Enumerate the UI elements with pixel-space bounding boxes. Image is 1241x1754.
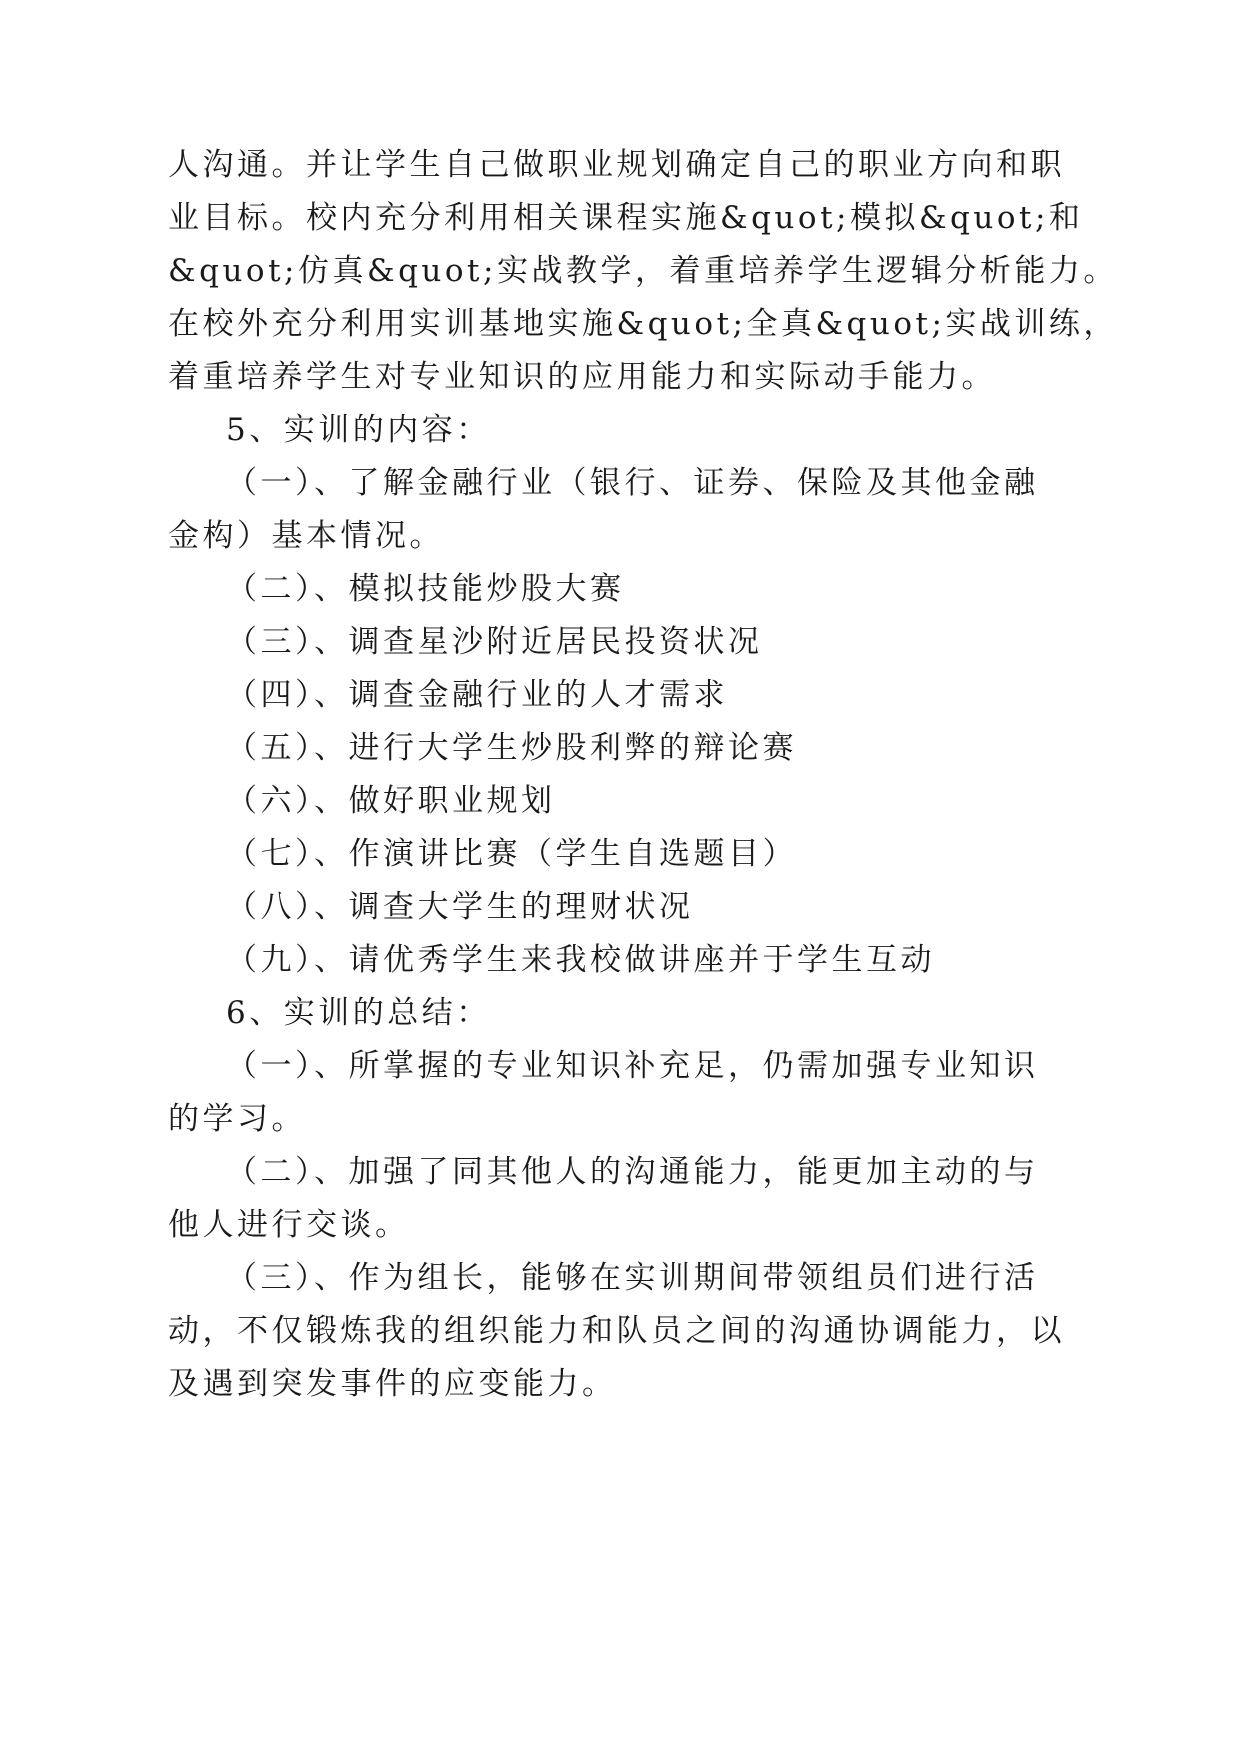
heading-text: 5、实训的内容： xyxy=(226,412,491,448)
list-item-text: 的学习。 xyxy=(168,1101,306,1137)
list-item-text: 金构）基本情况。 xyxy=(168,518,444,554)
list-item-text: （三）、调查星沙附近居民投资状况 xyxy=(226,624,763,660)
list-item-text: （二）、模拟技能炒股大赛 xyxy=(226,571,625,607)
list-item-text: （一）、了解金融行业（银行、证券、保险及其他金融 xyxy=(226,465,1039,501)
list-item-text: （三）、作为组长，能够在实训期间带领组员们进行活 xyxy=(226,1260,1039,1296)
list-item-text: （九）、请优秀学生来我校做讲座并于学生互动 xyxy=(226,942,935,978)
list-item-continuation xyxy=(0,1203,1241,1247)
list-item-text: （六）、做好职业规划 xyxy=(226,783,556,819)
list-item-text: 动，不仅锻炼我的组织能力和队员之间的沟通协调能力，以 xyxy=(168,1313,1065,1349)
list-item xyxy=(0,1044,1241,1088)
line-text: 在校外充分利用实训基地实施&quot;全真&quot;实战训练， xyxy=(168,306,1118,342)
list-item-text: （八）、调查大学生的理财状况 xyxy=(226,889,694,925)
list-item xyxy=(0,567,1241,611)
paragraph-line xyxy=(0,249,1241,293)
list-item-continuation xyxy=(0,1309,1241,1353)
section-heading xyxy=(0,991,1241,1035)
list-item xyxy=(0,673,1241,717)
list-item-continuation xyxy=(0,1362,1241,1406)
line-text: 业目标。校内充分利用相关课程实施&quot;模拟&quot;和 xyxy=(168,200,1084,236)
list-item xyxy=(0,1256,1241,1300)
list-item xyxy=(0,832,1241,876)
list-item xyxy=(0,461,1241,505)
list-item-text: （五）、进行大学生炒股利弊的辩论赛 xyxy=(226,730,797,766)
list-item-continuation xyxy=(0,514,1241,558)
list-item-text: 及遇到突发事件的应变能力。 xyxy=(168,1366,617,1402)
paragraph-line xyxy=(0,143,1241,187)
list-item-text: 他人进行交谈。 xyxy=(168,1207,410,1243)
paragraph-line xyxy=(0,302,1241,346)
line-text: &quot;仿真&quot;实战教学，着重培养学生逻辑分析能力。 xyxy=(168,253,1118,289)
heading-text: 6、实训的总结： xyxy=(226,995,491,1031)
list-item-text: （一）、所掌握的专业知识补充足，仍需加强专业知识 xyxy=(226,1048,1039,1084)
list-item xyxy=(0,620,1241,664)
paragraph-line xyxy=(0,196,1241,240)
list-item xyxy=(0,938,1241,982)
list-item xyxy=(0,885,1241,929)
list-item-text: （七）、作演讲比赛（学生自选题目） xyxy=(226,836,797,872)
line-text: 人沟通。并让学生自己做职业规划确定自己的职业方向和职 xyxy=(168,147,1065,183)
list-item-continuation xyxy=(0,1097,1241,1141)
list-item xyxy=(0,1150,1241,1194)
paragraph-line xyxy=(0,355,1241,399)
line-text: 着重培养学生对专业知识的应用能力和实际动手能力。 xyxy=(168,359,996,395)
list-item xyxy=(0,726,1241,770)
list-item-text: （二）、加强了同其他人的沟通能力，能更加主动的与 xyxy=(226,1154,1039,1190)
list-item xyxy=(0,779,1241,823)
section-heading xyxy=(0,408,1241,452)
list-item-text: （四）、调查金融行业的人才需求 xyxy=(226,677,728,713)
